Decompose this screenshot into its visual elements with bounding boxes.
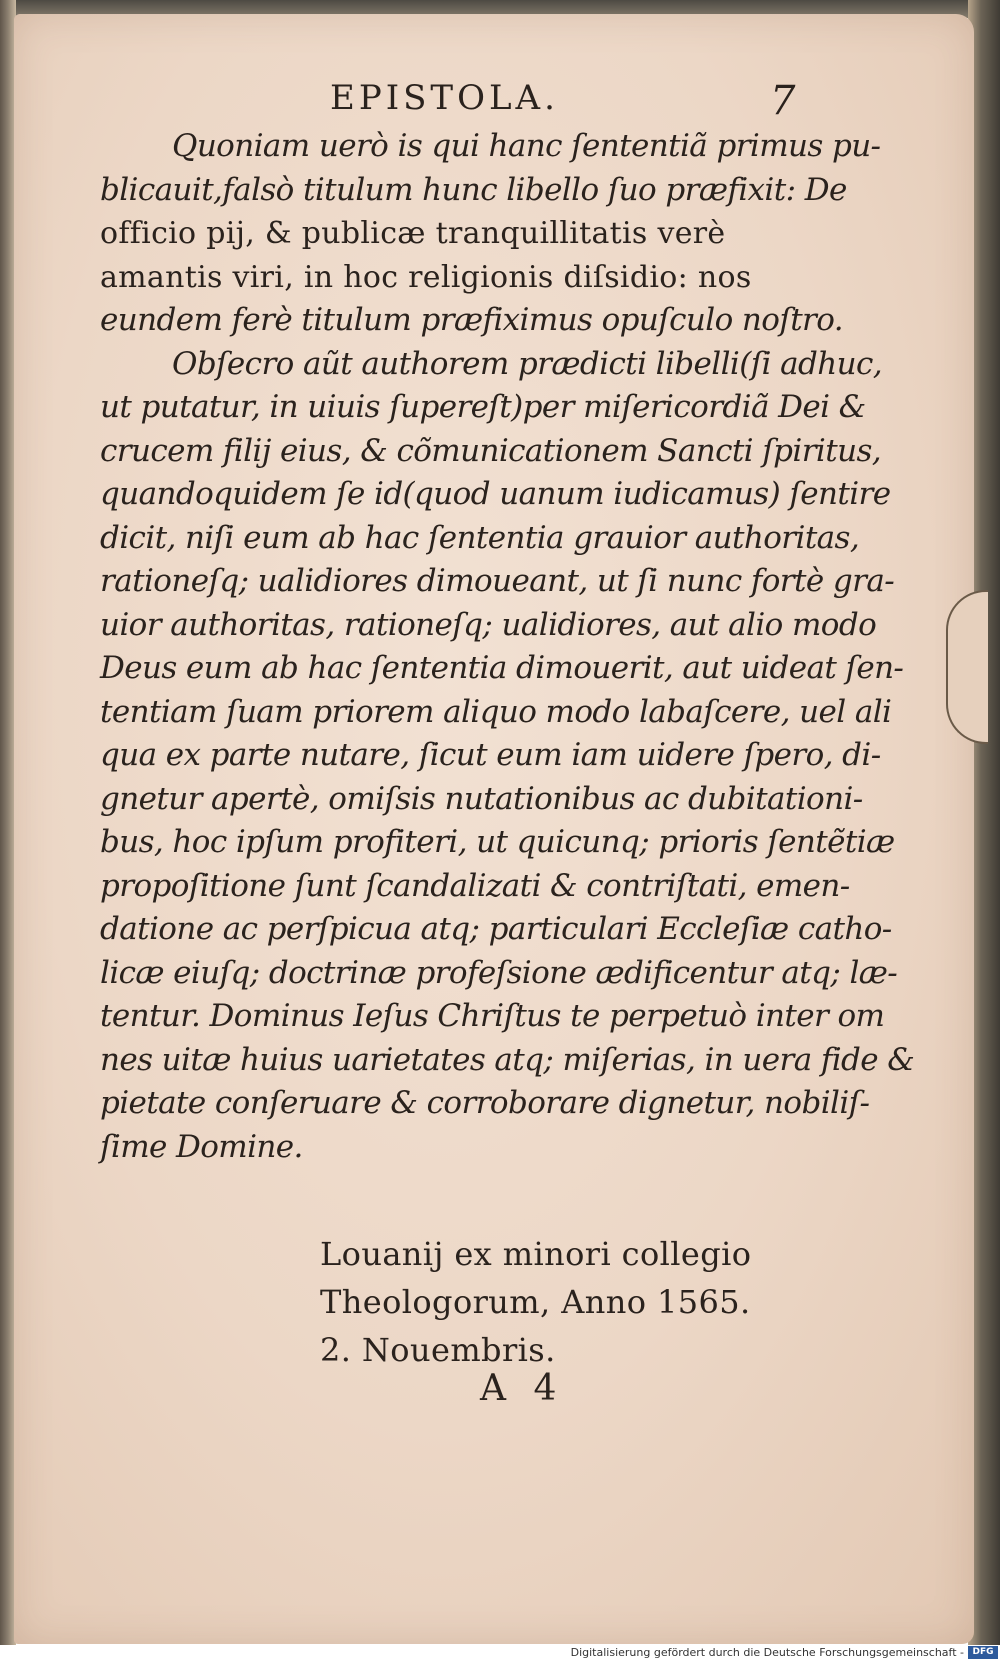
text-line: Obſecro aũt authorem prædicti libelli(ſi adhuc, [172, 345, 883, 382]
text-line: amantis viri, in hoc religionis diſsidio: nos [100, 259, 752, 295]
closing-line: Theologorum, Anno 1565. [320, 1283, 751, 1321]
text-line: licæ eiuſq; doctrinæ profeſsione ædificentur atq; læ- [100, 954, 898, 991]
closing-line: Louanij ex minori collegio [320, 1235, 752, 1273]
closing-line: 2. Nouembris. [320, 1331, 556, 1369]
signature-mark: A 4 [480, 1368, 565, 1409]
text-line: ſime Domine. [100, 1128, 303, 1165]
footer-text: Digitalisierung gefördert durch die Deutsche Forschungsgemeinschaft - [570, 1646, 964, 1659]
text-line: Quoniam uerò is qui hanc ſententiã primus pu- [172, 128, 881, 164]
text-line: pietate conſeruare & corroborare dignetur, nobiliſ- [100, 1085, 870, 1121]
text-line: nes uitæ huius uarietates atq; miſerias, in uera fide & [100, 1041, 915, 1078]
text-line: datione ac perſpicua atq; particulari Eccleſiæ catho- [100, 911, 892, 947]
text-line: officio pij, & publicæ tranquillitatis verè [100, 216, 726, 251]
footer-bar [0, 1645, 1000, 1660]
text-line: gnetur apertè, omiſsis nutationibus ac dubitationi- [100, 780, 863, 817]
page-clip [946, 590, 988, 744]
text-line: tentiam ſuam priorem aliquo modo labaſcere, uel ali [100, 693, 892, 730]
text-line: quandoquidem ſe id(quod uanum iudicamus) ſentire [100, 476, 891, 512]
text-line: crucem filij eius, & cõmunicationem Sancti ſpiritus, [100, 432, 882, 469]
text-line: uior authoritas, rationeſq; ualidiores, aut alio modo [100, 606, 877, 643]
text-line: blicauit,falsò titulum hunc libello ſuo præfixit: De [100, 171, 847, 208]
text-line: eundem ferè titulum præfiximus opuſculo noſtro. [100, 302, 844, 338]
page-header [330, 78, 800, 128]
text-line: Deus eum ab hac ſententia dimouerit, aut uideat ſen- [100, 650, 904, 686]
text-line: dicit, niſi eum ab hac ſententia grauior authoritas, [100, 519, 860, 556]
text-line: bus, hoc ipſum profiteri, ut quicunq; prioris ſentẽtiæ [100, 824, 895, 860]
page-number: 7 [770, 78, 796, 124]
text-line: propoſitione ſunt ſcandalizati & contriſtati, emen- [100, 867, 850, 904]
running-head: EPISTOLA. [330, 78, 559, 118]
text-line: ut putatur, in uiuis ſupereſt)per miſericordiã Dei & [100, 389, 866, 425]
text-line: rationeſq; ualidiores dimoueant, ut ſi nunc fortè gra- [100, 563, 895, 599]
dfg-logo-icon: DFG [968, 1646, 998, 1659]
closing-block [320, 1230, 790, 1374]
body-text [100, 125, 915, 1169]
text-line: tentur. Dominus Ieſus Chriſtus te perpetuò inter om [100, 998, 885, 1034]
text-line: qua ex parte nutare, ſicut eum iam uidere ſpero, di- [100, 737, 881, 773]
